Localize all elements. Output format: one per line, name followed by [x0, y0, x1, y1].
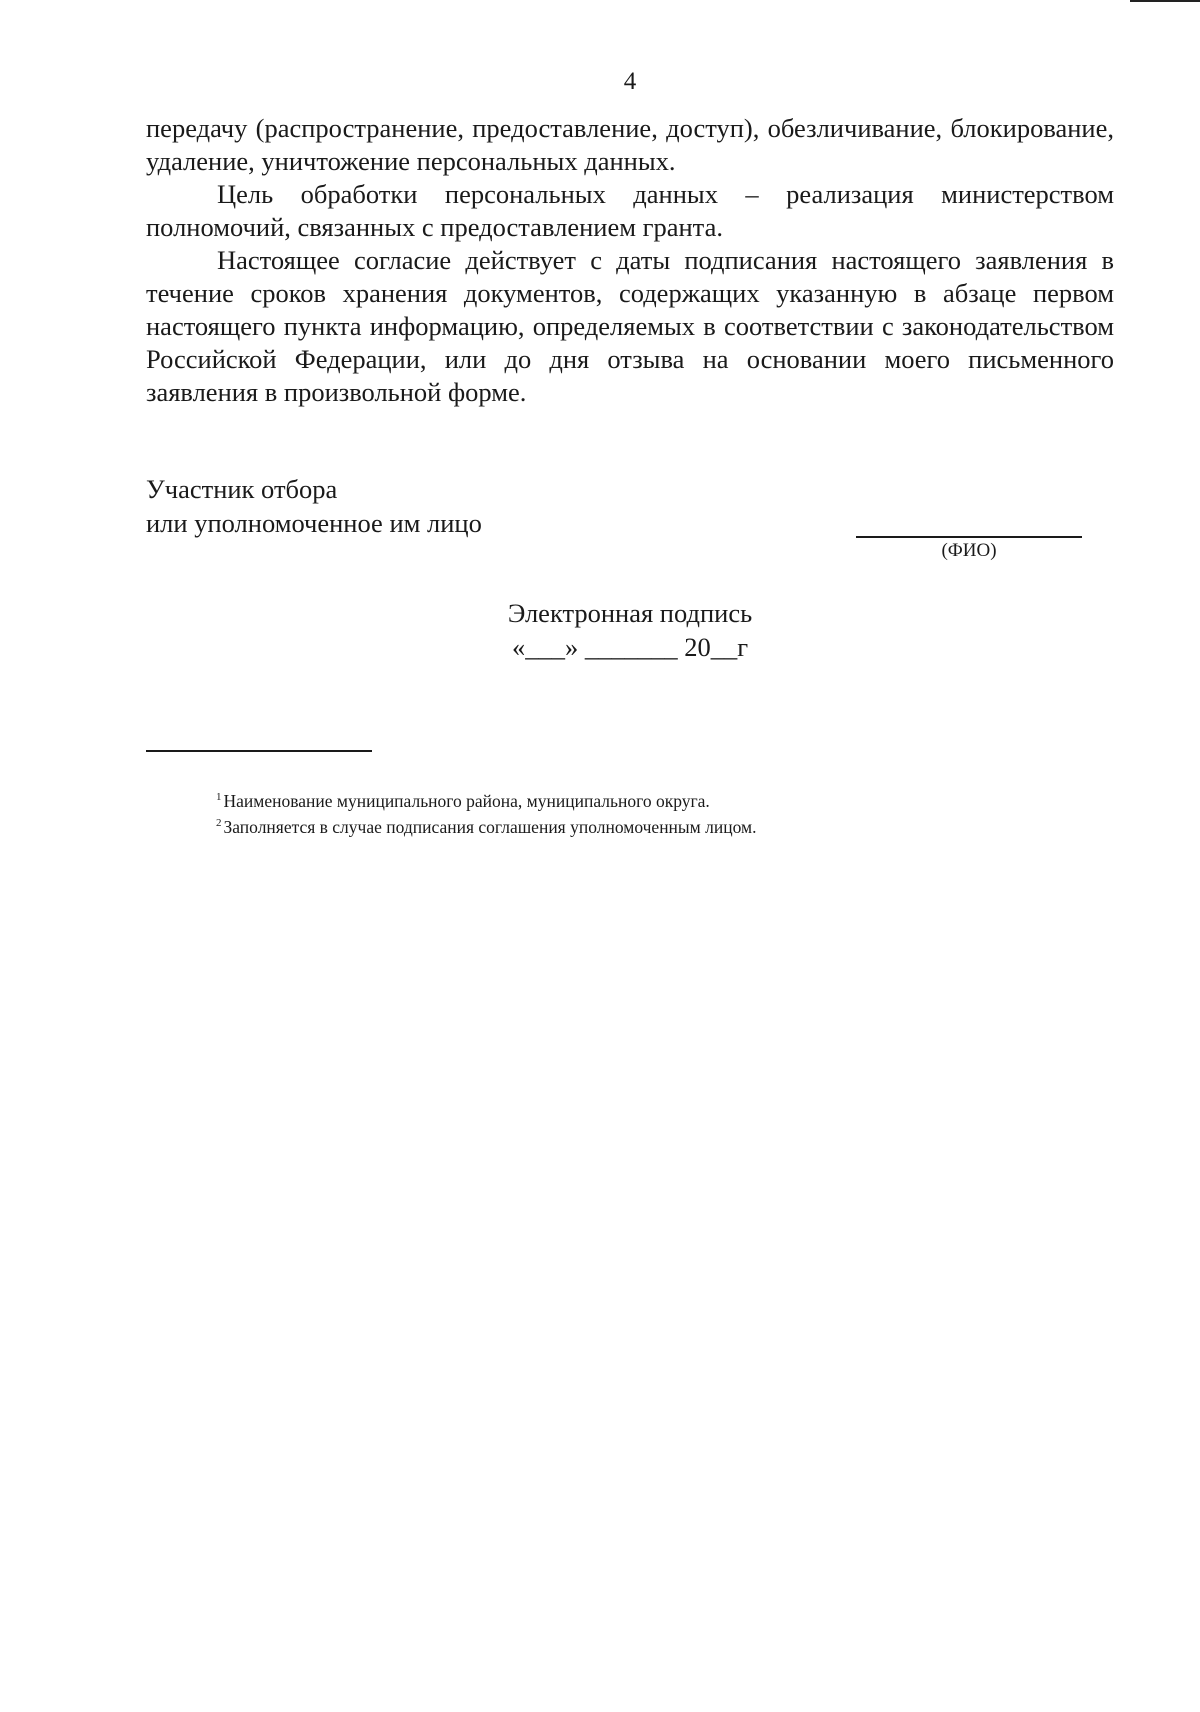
- body-text: [146, 112, 1114, 409]
- footnote-separator: [146, 750, 372, 752]
- fio-signature-line: [856, 536, 1082, 538]
- footnote-text: Наименование муниципального района, муниципального округа.: [223, 791, 710, 811]
- scan-edge-mark: [1130, 0, 1200, 2]
- footnote-mark: 1: [216, 791, 222, 803]
- footnote-2: [216, 812, 756, 838]
- signature-date: «___» _______ 20__г: [511, 632, 749, 662]
- signer-line-2: или уполномоченное им лицо: [146, 508, 482, 538]
- paragraph-consent-term: Настоящее согласие действует с даты подписания настоящего заявления в течение сроков хранения документов, содержащих указанную в абзаце первом настоящего пункта информацию, определяемых в соответствии с законодательством Российской Федерации, или до дня отзыва на основании моего письменного заявления в произвольной форме.: [146, 245, 1114, 407]
- fio-label: (ФИО): [941, 540, 997, 561]
- footnote-1: [216, 786, 756, 812]
- footnote-mark: 2: [216, 817, 222, 829]
- signer-line-1: Участник отбора: [146, 474, 338, 504]
- signer-block: [146, 472, 482, 540]
- footnotes: [216, 786, 756, 838]
- paragraph-continuation: передачу (распространение, предоставление, доступ), обезличивание, блокирование, удаление, уничтожение персональных данных.: [146, 113, 1114, 176]
- electronic-signature-label: Электронная подпись: [507, 598, 753, 628]
- page-number: 4: [623, 68, 637, 95]
- footnote-text: Заполняется в случае подписания соглашения уполномоченным лицом.: [223, 817, 757, 837]
- paragraph-purpose: Цель обработки персональных данных – реализация министерством полномочий, связанных с предоставлением гранта.: [146, 179, 1114, 242]
